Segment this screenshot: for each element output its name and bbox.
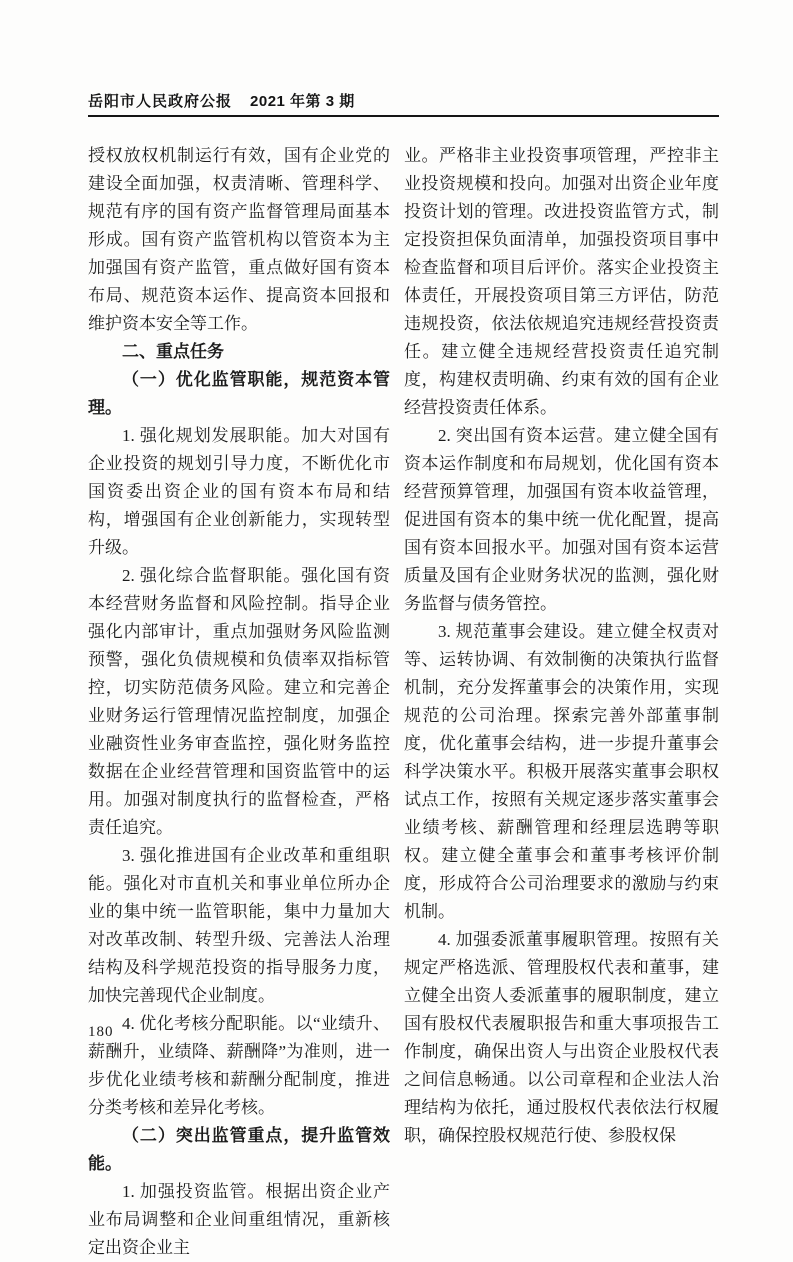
section-heading: （一）优化监管职能，规范资本管理。 xyxy=(88,370,390,417)
body-paragraph: 3. 强化推进国有企业改革和重组职能。强化对市直机关和事业单位所办企业的集中统一监管职能，集中力量加大对改革改制、转型升级、完善法人治理结构及科学规范投资的指导服务力度，加快完善现代企业制度。 xyxy=(88,846,390,1005)
page-number: 180 xyxy=(88,1024,114,1040)
body-paragraph: 2. 强化综合监督职能。强化国有资本经营财务监督和风险控制。指导企业强化内部审计，重点加强财务风险监测预警，强化负债规模和负债率双指标管控，切实防范债务风险。建立和完善企业财务运行管理情况监控制度，加强企业融资性业务审查监控，强化财务监控数据在企业经营管理和国资监管中的运用。加强对制度执行的监督检查，严格责任追究。 xyxy=(88,566,390,837)
body-paragraph: 授权放权机制运行有效，国有企业党的建设全面加强，权责清晰、管理科学、规范有序的国有资产监督管理局面基本形成。国有资产监管机构以管资本为主加强国有资产监管，重点做好国有资本布局、规范资本运作、提高资本回报和维护资本安全等工作。 xyxy=(88,146,390,333)
right-column xyxy=(404,142,719,1262)
body-paragraph: 1. 强化规划发展职能。加大对国有企业投资的规划引导力度，不断优化市国资委出资企业的国有资本布局和结构，增强国有企业创新能力，实现转型升级。 xyxy=(88,426,390,557)
body-paragraph: 3. 规范董事会建设。建立健全权责对等、运转协调、有效制衡的决策执行监督机制，充分发挥董事会的决策作用，实现规范的公司治理。探索完善外部董事制度，优化董事会结构，进一步提升董事会科学决策水平。积极开展落实董事会职权试点工作，按照有关规定逐步落实董事会业绩考核、薪酬管理和经理层选聘等职权。建立健全董事会和董事考核评价制度，形成符合公司治理要求的激励与约束机制。 xyxy=(404,622,719,921)
body-columns xyxy=(88,142,719,1262)
gazette-title: 岳阳市人民政府公报 xyxy=(88,93,233,110)
body-paragraph: 1. 加强投资监管。根据出资企业产业布局调整和企业间重组情况，重新核定出资企业主 xyxy=(88,1182,390,1257)
issue-label: 2021 年第 3 期 xyxy=(250,93,355,110)
body-paragraph: 4. 优化考核分配职能。以“业绩升、薪酬升，业绩降、薪酬降”为准则，进一步优化业绩考核和薪酬分配制度，推进分类考核和差异化考核。 xyxy=(88,1014,390,1117)
section-heading: 二、重点任务 xyxy=(122,342,224,361)
body-paragraph: 业。严格非主业投资事项管理，严控非主业投资规模和投向。加强对出资企业年度投资计划的管理。改进投资监管方式，制定投资担保负面清单，加强投资项目事中检查监督和项目后评价。落实企业投资主体责任，开展投资项目第三方评估，防范违规投资，依法依规追究违规经营投资责任。建立健全违规经营投资责任追究制度，构建权责明确、约束有效的国有企业经营投资责任体系。 xyxy=(404,146,719,417)
header-rule xyxy=(88,115,719,117)
page-header xyxy=(88,90,719,111)
section-heading: （二）突出监管重点，提升监管效能。 xyxy=(88,1126,390,1173)
body-paragraph: 2. 突出国有资本运营。建立健全国有资本运作制度和布局规划，优化国有资本经营预算管理，加强国有资本收益管理，促进国有资本的集中统一优化配置，提高国有资本回报水平。加强对国有资本运营质量及国有企业财务状况的监测，强化财务监督与债务管控。 xyxy=(404,426,719,613)
left-column xyxy=(88,142,390,1262)
body-paragraph: 4. 加强委派董事履职管理。按照有关规定严格选派、管理股权代表和董事，建立健全出资人委派董事的履职制度，建立国有股权代表履职报告和重大事项报告工作制度，确保出资人与出资企业股权代表之间信息畅通。以公司章程和企业法人治理结构为依托，通过股权代表依法行权履职，确保控股权规范行使、参股权保 xyxy=(404,930,719,1145)
